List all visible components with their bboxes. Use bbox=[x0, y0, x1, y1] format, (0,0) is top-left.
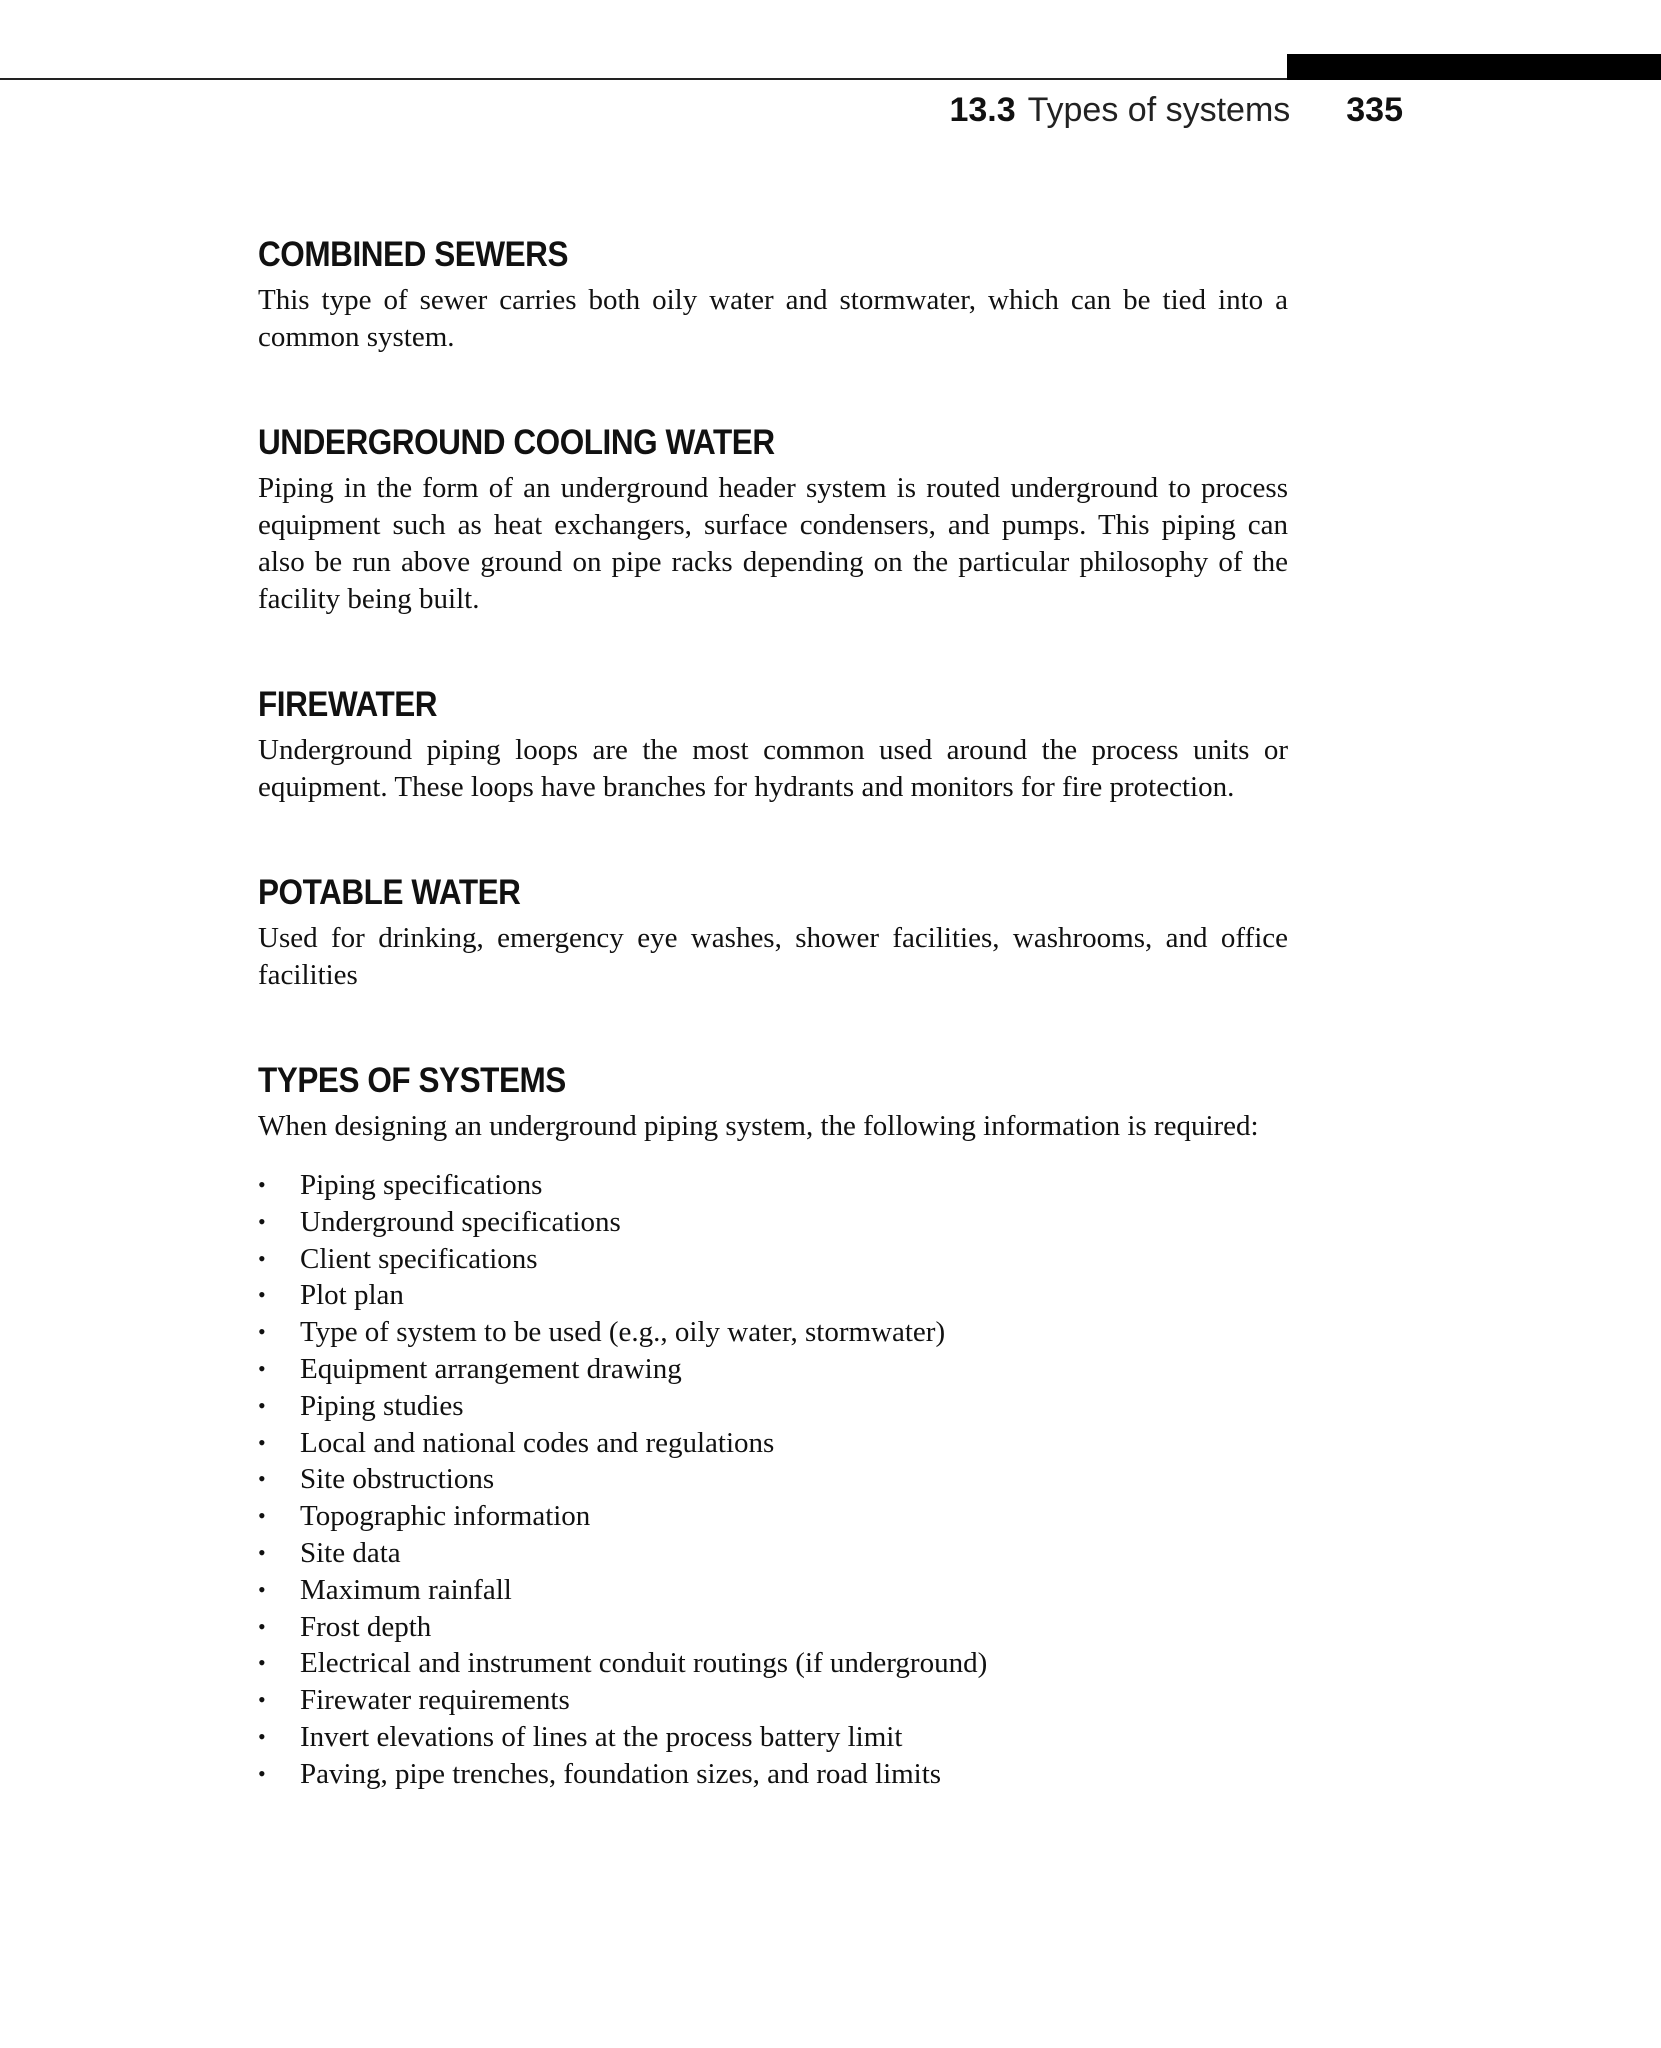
section-heading: TYPES OF SYSTEMS bbox=[258, 1061, 566, 1100]
header-bar bbox=[1287, 54, 1661, 80]
page-content bbox=[258, 232, 1288, 1857]
list-item bbox=[258, 1572, 1288, 1609]
bullet-icon: • bbox=[258, 1208, 266, 1234]
list-item bbox=[258, 1682, 1288, 1719]
section-types-of-systems bbox=[258, 1058, 1288, 1793]
bullet-icon: • bbox=[258, 1650, 266, 1676]
list-item-text: Paving, pipe trenches, foundation sizes, and road limits bbox=[300, 1757, 942, 1790]
section-body: Used for drinking, emergency eye washes, shower facilities, washrooms, and office facilities bbox=[258, 922, 1288, 991]
list-item-text: Local and national codes and regulations bbox=[300, 1426, 775, 1459]
list-item bbox=[258, 1277, 1288, 1314]
section-heading: UNDERGROUND COOLING WATER bbox=[258, 423, 775, 462]
list-item bbox=[258, 1167, 1288, 1204]
requirements-list bbox=[258, 1167, 1288, 1793]
list-item-text: Underground specifications bbox=[300, 1205, 621, 1238]
list-item bbox=[258, 1351, 1288, 1388]
list-item bbox=[258, 1756, 1288, 1793]
page-number: 335 bbox=[1346, 90, 1403, 129]
bullet-icon: • bbox=[258, 1760, 266, 1786]
bullet-icon: • bbox=[258, 1466, 266, 1492]
section-title: Types of systems bbox=[1027, 90, 1291, 129]
list-item-text: Invert elevations of lines at the process battery limit bbox=[300, 1720, 903, 1753]
section-firewater bbox=[258, 682, 1288, 806]
bullet-icon: • bbox=[258, 1613, 266, 1639]
list-item-text: Piping studies bbox=[300, 1389, 464, 1422]
list-item bbox=[258, 1204, 1288, 1241]
list-item bbox=[258, 1609, 1288, 1646]
section-body: Piping in the form of an underground header system is routed underground to process equipment such as heat exchangers, surface condensers, and pumps. This piping can also be run above ground on pipe racks depending on the particular philosophy of the facility being built. bbox=[258, 472, 1288, 615]
section-combined-sewers bbox=[258, 232, 1288, 356]
section-heading: COMBINED SEWERS bbox=[258, 235, 569, 274]
bullet-icon: • bbox=[258, 1576, 266, 1602]
bullet-icon: • bbox=[258, 1245, 266, 1271]
bullet-icon: • bbox=[258, 1429, 266, 1455]
bullet-icon: • bbox=[258, 1539, 266, 1565]
list-item-text: Piping specifications bbox=[300, 1169, 543, 1201]
bullet-icon: • bbox=[258, 1392, 266, 1418]
section-body: This type of sewer carries both oily water and stormwater, which can be tied into a common system. bbox=[258, 284, 1288, 353]
section-potable-water bbox=[258, 870, 1288, 994]
section-underground-cooling-water bbox=[258, 420, 1288, 618]
list-item-text: Electrical and instrument conduit routings (if underground) bbox=[300, 1647, 988, 1680]
bullet-icon: • bbox=[258, 1503, 266, 1529]
list-item-text: Site obstructions bbox=[300, 1463, 495, 1496]
list-item bbox=[258, 1241, 1288, 1278]
list-item-text: Topographic information bbox=[300, 1500, 591, 1533]
list-item-text: Type of system to be used (e.g., oily water, stormwater) bbox=[300, 1316, 946, 1349]
list-item-text: Maximum rainfall bbox=[300, 1573, 512, 1606]
list-item-text: Client specifications bbox=[300, 1242, 538, 1275]
bullet-icon: • bbox=[258, 1687, 266, 1713]
section-body: Underground piping loops are the most common used around the process units or equipment. These loops have branches for hydrants and monitors for fire protection. bbox=[258, 734, 1288, 803]
list-item bbox=[258, 1498, 1288, 1535]
bullet-icon: • bbox=[258, 1355, 266, 1381]
list-item bbox=[258, 1719, 1288, 1756]
section-heading: POTABLE WATER bbox=[258, 873, 521, 912]
list-item-text: Firewater requirements bbox=[300, 1684, 570, 1717]
section-heading: FIREWATER bbox=[258, 685, 438, 724]
list-item-text: Frost depth bbox=[300, 1610, 432, 1643]
section-body: When designing an underground piping system, the following information is required: bbox=[258, 1110, 1259, 1142]
bullet-icon: • bbox=[258, 1723, 266, 1749]
bullet-icon: • bbox=[258, 1282, 266, 1308]
list-item bbox=[258, 1388, 1288, 1425]
list-item bbox=[258, 1425, 1288, 1462]
list-item bbox=[258, 1461, 1288, 1498]
list-item-text: Site data bbox=[300, 1536, 401, 1569]
list-item-text: Plot plan bbox=[300, 1279, 404, 1312]
list-item bbox=[258, 1314, 1288, 1351]
list-item-text: Equipment arrangement drawing bbox=[300, 1352, 682, 1385]
list-item bbox=[258, 1645, 1288, 1682]
section-number: 13.3 bbox=[949, 90, 1016, 129]
bullet-icon: • bbox=[258, 1319, 266, 1345]
running-head bbox=[949, 88, 1403, 132]
bullet-icon: • bbox=[258, 1172, 266, 1197]
list-item bbox=[258, 1535, 1288, 1572]
